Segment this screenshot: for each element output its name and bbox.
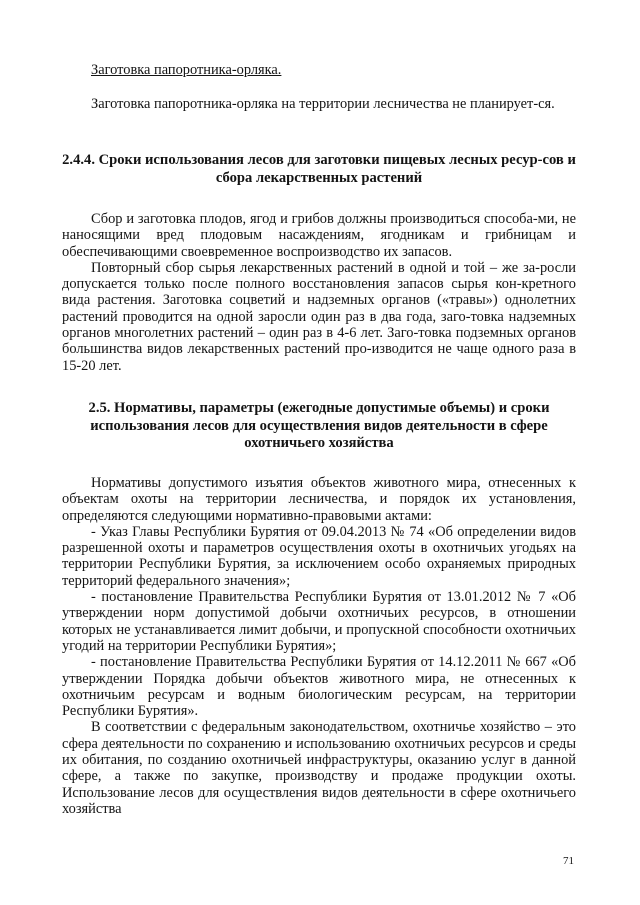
federal-law-paragraph: В соответствии с федеральным законодательством, охотничье хозяйство – это сфера деятельности по сохранению и использованию охотничьих ресурсов и среды их обитания, по созданию охотничьей инфраструктуры, оказанию услуг в данной сфере, а также по закупке, производству и продаже продукции охоты. Использование лесов для осуществления видов деятельности в сфере охотничьего хозяйства	[62, 719, 576, 817]
collect-paragraph: Сбор и заготовка плодов, ягод и грибов должны производиться способа-ми, не наносящими вред плодовым насаждениям, ягодникам и грибницам и обеспечивающими своевременное воспроизводство их запасов.	[62, 211, 576, 260]
heading-2-5-text: 2.5. Нормативы, параметры (ежегодные допустимые объемы) и сроки использования лесов для осуществления видов деятельности в сфере охотничьего хозяйства	[88, 400, 550, 451]
page-number: 71	[563, 855, 574, 867]
act-resolution-667: - постановление Правительства Республики Бурятия от 14.12.2011 № 667 «Об утверждении Порядка добычи объектов животного мира, не отнесенных к охотничьим ресурсам и водным биологическим ресурсам, на территории Республики Бурятия».	[62, 654, 576, 720]
heading-2-4-4-text: 2.4.4. Сроки использования лесов для заготовки пищевых лесных ресур-сов и сбора лекарственных растений	[62, 152, 576, 186]
section-heading-2-5	[62, 400, 576, 453]
act-resolution-7: - постановление Правительства Республики Бурятия от 13.01.2012 № 7 «Об утверждении норм допустимой добычи охотничьих ресурсов, в отношении которых не устанавливается лимит добычи, и пропускной способности охотничьих угодий на территории Республики Бурятия»;	[62, 589, 576, 654]
fern-harvest-text: Заготовка папоротника-орляка на территории лесничества не планирует-ся.	[91, 96, 555, 112]
hunting-regulations	[62, 475, 576, 817]
act-decree-74: - Указ Главы Республики Бурятия от 09.04.2013 № 74 «Об определении видов разрешенной охоты и параметров осуществления охоты в охотничьих угодьях на территории Республики Бурятия, за исключением особо охраняемых природных территорий федерального значения»;	[62, 523, 576, 589]
section-heading-2-4-4	[62, 152, 576, 187]
collection-paragraphs	[62, 211, 576, 374]
fern-harvest-paragraph	[62, 96, 576, 112]
norms-paragraph: Нормативы допустимого изъятия объектов животного мира, отнесенных к объектам охоты на территории лесничества, и порядок их установления, определяются следующими нормативно-правовыми актами:	[62, 475, 576, 524]
fern-harvest-title	[62, 62, 576, 78]
fern-harvest-title-text: Заготовка папоротника-орляка.	[91, 62, 282, 78]
repeat-collection-paragraph: Повторный сбор сырья лекарственных растений в одной и той – же за-росли допускается только после полного восстановления запасов сырья кон-кретного вида растения. Заготовка соцветий и надземных органов («травы») однолетних растений проводится на одной заросли один раз в два года, заго-товка надземных органов многолетних растений – один раз в 4-6 лет. Заго-товка подземных органов большинства видов лекарственных растений про-изводится не чаще одного раза в 15-20 лет.	[62, 259, 576, 374]
